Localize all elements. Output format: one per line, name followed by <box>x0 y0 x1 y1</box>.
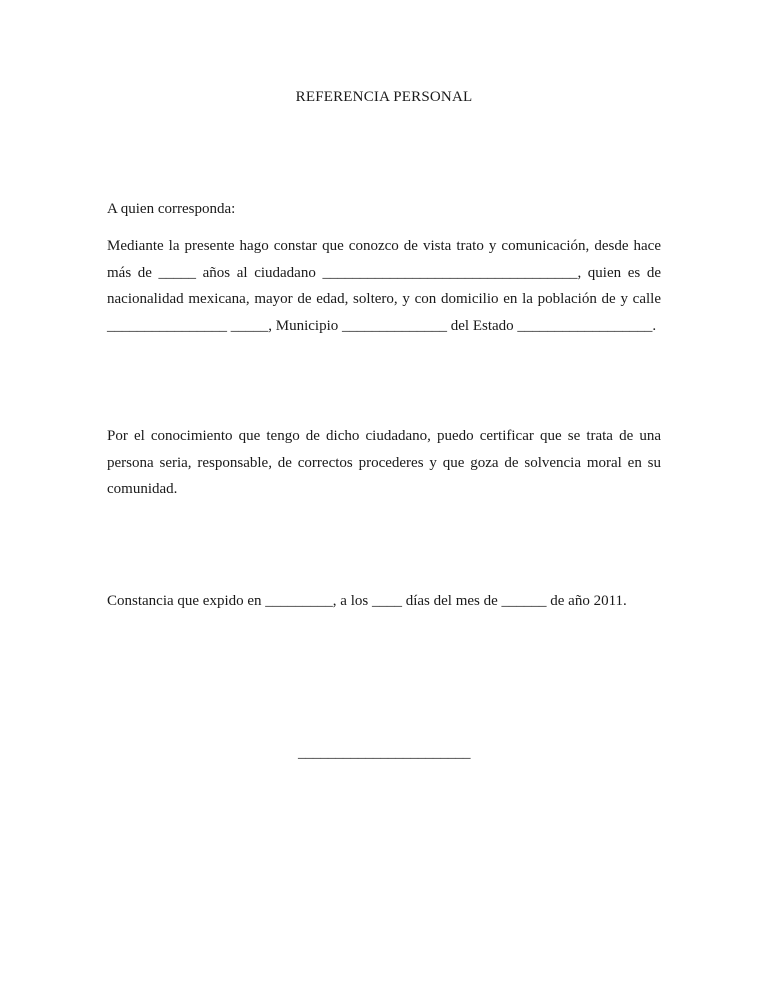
paragraph-line: persona seria, responsable, de correctos procederes y que goza de solvencia moral en su <box>107 454 661 471</box>
paragraph-line: comunidad. <box>107 481 178 497</box>
paragraph-certification <box>107 423 661 503</box>
salutation: A quien corresponda: <box>107 201 236 217</box>
paragraph-line: Constancia que expido en _________, a los ____ días del mes de ______ de año 2011. <box>107 593 627 609</box>
paragraph-line: más de _____ años al ciudadano __________________________________, quien es de <box>107 264 661 281</box>
paragraph-line: Mediante la presente hago constar que conozco de vista trato y comunicación, desde hace <box>107 238 661 254</box>
paragraph-line: nacionalidad mexicana, mayor de edad, soltero, y con domicilio en la población de y calle <box>107 291 661 307</box>
paragraph-line: Por el conocimiento que tengo de dicho ciudadano, puedo certificar que se trata de una <box>107 428 661 444</box>
paragraph-declaration <box>107 233 661 339</box>
paragraph-constancia <box>107 588 661 615</box>
paragraph-line: ________________ _____, Municipio ______________ del Estado __________________. <box>107 317 657 334</box>
signature-line: _______________________ <box>298 745 471 761</box>
document-title: REFERENCIA PERSONAL <box>295 89 473 105</box>
